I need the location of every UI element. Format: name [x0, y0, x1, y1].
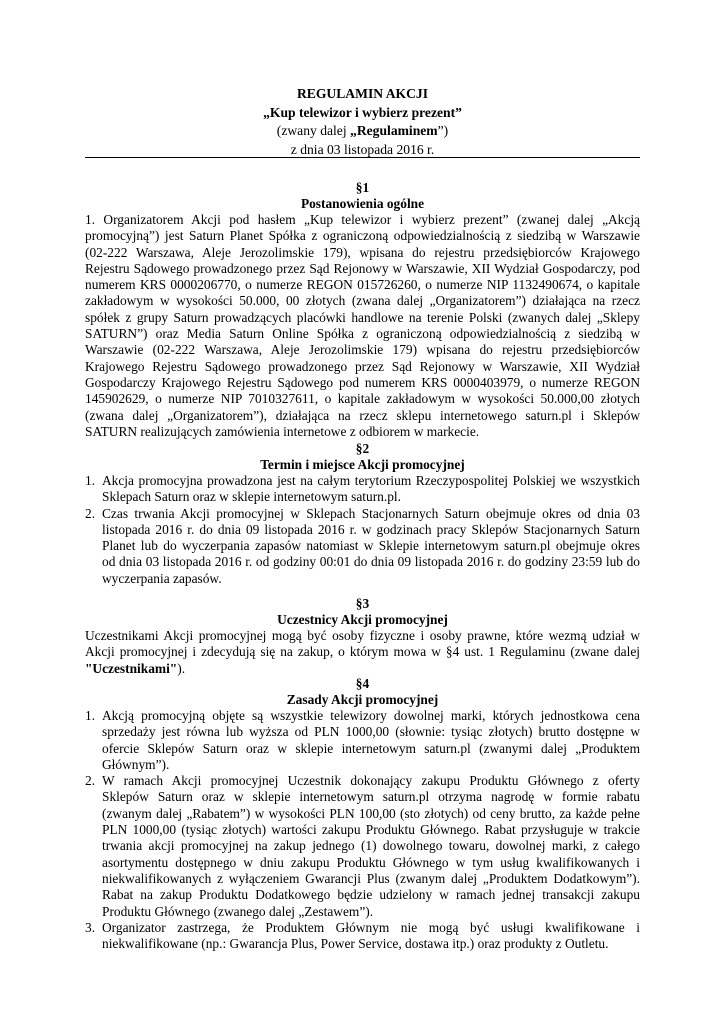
header-divider — [85, 157, 640, 158]
paragraph-line: (02-222 Warszawa, Aleje Jerozolimskie 179), wpisana do rejestru przedsiębiorców Krajowego — [85, 244, 640, 260]
list-item-number: 2. — [85, 773, 96, 789]
paragraph-line: promocyjną”) jest Saturn Planet Spółka z ograniczoną odpowiedzialnością z siedzibą w Warszawie — [85, 228, 640, 244]
list-item — [85, 473, 640, 506]
paragraph-line: Warszawie (02-222 Warszawa, Aleje Jerozolimskie 179) wpisana do rejestru przedsiębiorców — [85, 342, 640, 358]
document-header — [85, 85, 640, 159]
list-item-line: ofercie Sklepów Saturn oraz w sklepie internetowym saturn.pl (zwanymi dalej „Produktem — [102, 740, 640, 756]
list-item-line: niekwalifikowanych z wyłączeniem Gwarancji Plus (zwanym dalej „Produktem Dodatkowym”). — [102, 870, 640, 886]
list-item — [85, 773, 640, 920]
list-item-line: W ramach Akcji promocyjnej Uczestnik dokonający zakupu Produktu Głównego z oferty — [102, 773, 640, 789]
list-item-line: Rabat na zakup Produktu Dodatkowego będzie udzielony w ramach jednej transakcji zakupu — [102, 887, 640, 903]
section-2-number: §2 — [355, 441, 370, 456]
list-item — [85, 506, 640, 587]
section-1-title: Postanowienia ogólne — [300, 196, 425, 211]
called-prefix: (zwany dalej — [276, 123, 351, 138]
paragraph-line: zakładowym w wysokości 50.000, 00 złotych (zwana dalej „Organizatorem”) działająca na rzecz — [85, 293, 640, 309]
list-item-line: asortymentu dostępnego w dniu zakupu Produktu Głównego w tym usług kwalifikowanych i — [102, 854, 640, 870]
uczestnicy-term: "Uczestnikami" — [85, 660, 178, 676]
section-2-list — [85, 473, 640, 587]
paragraph-line: Rejestru Sądowego prowadzonego przez Sąd Rejonowy w Warszawie, XII Wydział Gospodarczy, pod — [85, 260, 640, 276]
paragraph-line: spółek z grupy Saturn prowadzących placówki handlowe na terenie Polski (zwanych dalej „Sklepy — [85, 309, 640, 325]
paragraph-line: 145902629, o numerze NIP 7010327611, o kapitale zakładowym w wysokości 50.000,00 złotych — [85, 391, 640, 407]
paragraph-line: Gospodarczy Krajowego Rejestru Sądowego pod numerem KRS 0000403979, o numerze REGON — [85, 374, 640, 390]
list-item — [85, 708, 640, 773]
paragraph-line-last — [85, 661, 640, 677]
list-item-line: od dnia 03 listopada 2016 r. od godziny 00:01 do dnia 09 listopada 2016 r. do godziny 23:59 lub do — [102, 554, 640, 570]
list-item-line: Planet lub do wyczerpania zapasów natomiast w Sklepie internetowym saturn.pl obejmuje okres — [102, 538, 640, 554]
section-4-title: Zasady Akcji promocyjnej — [286, 692, 439, 707]
list-item-line: Sklepach Saturn oraz w sklepie internetowym saturn.pl. — [102, 489, 401, 505]
section-1-number: §1 — [355, 180, 370, 195]
paragraph-line: 1. Organizatorem Akcji pod hasłem „Kup telewizor i wybierz prezent” (zwanej dalej „Akcją — [85, 212, 640, 227]
list-item-line: listopada 2016 r. do dnia 09 listopada 2016 r. w godzinach pracy Sklepów Stacjonarnych Saturn — [102, 521, 640, 537]
term-tail: ). — [177, 660, 186, 676]
list-item-line: niekwalifikowane (np.: Gwarancja Plus, Power Service, dostawa itp.) oraz produkty z Outletu. — [102, 936, 609, 952]
section-1-paragraph — [85, 212, 640, 440]
list-item-line: Akcją promocyjną objęte są wszystkie telewizory dowolnej marki, których jednostkowa cena — [102, 708, 640, 723]
list-item — [85, 920, 640, 953]
document-subtitle: „Kup telewizor i wybierz prezent” — [263, 104, 462, 120]
called-line — [85, 122, 640, 141]
list-item-line: wyczerpania zapasów. — [102, 570, 222, 586]
list-item-line: Sklepów Saturn oraz w sklepie internetowym saturn.pl otrzyma nagrodę w formie rabatu — [102, 789, 640, 805]
section-4-list — [85, 708, 640, 952]
section-3-paragraph — [85, 628, 640, 677]
list-item-number: 2. — [85, 505, 96, 521]
document-date: z dnia 03 listopada 2016 r. — [290, 141, 435, 157]
list-item-line: Produktu Głównego (zwanego dalej „Zestawem”). — [102, 903, 374, 919]
paragraph-line: SATURN”) oraz Media Saturn Online Spółka z ograniczoną odpowiedzialnością z siedzibą w — [85, 326, 640, 342]
list-item-line: sprzedaży jest równa lub wyższa od PLN 1000,00 (słownie: tysiąc złotych) brutto dostępne w — [102, 724, 640, 740]
list-item-line: Czas trwania Akcji promocyjnej w Sklepach Stacjonarnych Saturn obejmuje okres od dnia 03 — [102, 505, 640, 521]
section-2-title: Termin i miejsce Akcji promocyjnej — [260, 457, 465, 472]
paragraph-line: numerem KRS 0000206770, o numerze REGON 015726260, o numerze NIP 1132490674, o kapitale — [85, 277, 640, 293]
paragraph-line: Uczestnikami Akcji promocyjnej mogą być osoby fizyczne i osoby prawne, które wezmą udział w — [85, 628, 640, 643]
list-item-line: Głównym”). — [102, 756, 170, 772]
list-item-line: PLN 1000,00 (tysiąc złotych) wartości zakupu Produktu Głównego. Rabat przysługuje w trakcie — [102, 822, 640, 838]
list-item-number: 1. — [85, 708, 96, 723]
list-item-line: trwania akcji promocyjnej na zakup jednego (1) dowolnego towaru, dowolnej marki, z całego — [102, 838, 640, 854]
section-3-title: Uczestnicy Akcji promocyjnej — [277, 612, 448, 627]
document-title: REGULAMIN AKCJI — [296, 86, 429, 101]
list-item-number: 3. — [85, 919, 96, 935]
section-4-number: §4 — [355, 676, 370, 691]
called-suffix: ”) — [437, 123, 449, 138]
paragraph-line: Krajowego Rejestru Sądowego prowadzonego przez Sąd Rejonowy w Warszawie, XII Wydział — [85, 358, 640, 374]
paragraph-line: Akcji promocyjnej i zdecydują się na zakup, o którym mowa w §4 ust. 1 Regulaminu (zwane dalej — [85, 644, 640, 660]
called-bold: „Regulaminem — [350, 123, 438, 138]
section-3-number: §3 — [355, 596, 370, 611]
list-item-number: 1. — [85, 473, 96, 488]
list-item-line: Akcja promocyjna prowadzona jest na całym terytorium Rzeczypospolitej Polskiej we wszystkich — [102, 473, 640, 488]
list-item-line: Organizator zastrzega, że Produktem Głównym nie mogą być usługi kwalifikowane i — [102, 919, 640, 935]
paragraph-line: SATURN realizujących zamówienia internetowe z odbiorem w markecie. — [85, 423, 480, 439]
list-item-line: (zwanym dalej „Rabatem”) w wysokości PLN 100,00 (sto złotych) od ceny brutto, za każde pełne — [102, 805, 640, 821]
paragraph-line: (zwana dalej „Organizatorem”), działająca na rzecz sklepu internetowego saturn.pl i Sklepów — [85, 407, 640, 423]
